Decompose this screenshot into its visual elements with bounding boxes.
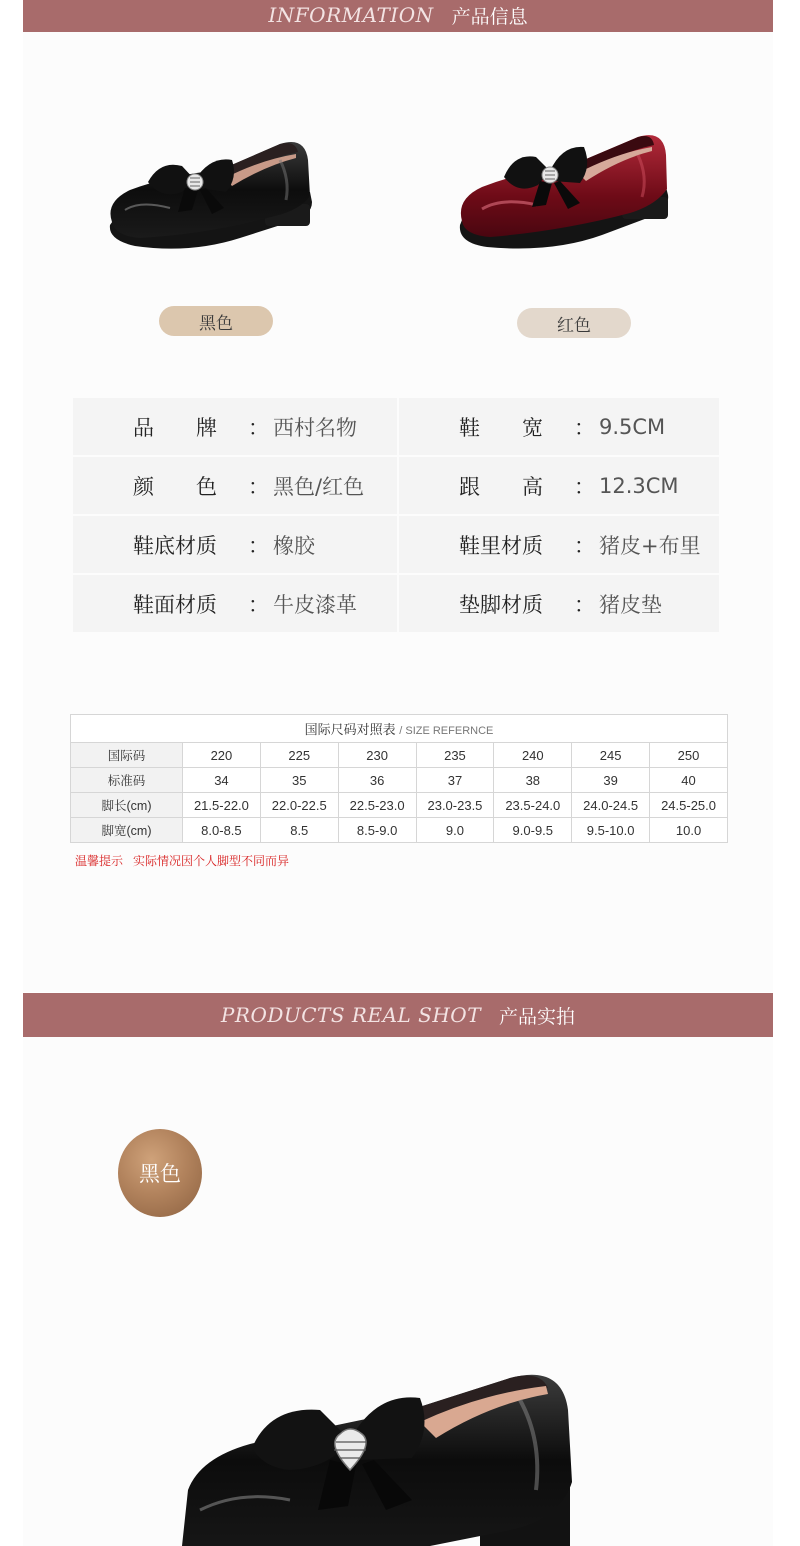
spec-cell-upper-material — [73, 575, 397, 632]
size-row-standard — [71, 768, 728, 793]
size-cell: 23.0-23.5 — [416, 793, 494, 818]
size-cell: 22.0-22.5 — [260, 793, 338, 818]
size-cell: 9.0 — [416, 818, 494, 843]
size-cell: 24.0-24.5 — [572, 793, 650, 818]
size-note-label: 温馨提示 — [75, 854, 124, 868]
spec-label: 鞋面材质 — [133, 592, 217, 617]
size-cell: 39 — [572, 768, 650, 793]
size-cell: 36 — [338, 768, 416, 793]
size-cell: 35 — [260, 768, 338, 793]
spec-separator: ： — [574, 474, 595, 499]
size-chart-title: 国际尺码对照表 — [304, 722, 396, 737]
product-specs-table — [73, 398, 719, 634]
black-shoe-large-image[interactable] — [180, 1370, 580, 1546]
real-shot-header — [23, 993, 773, 1037]
size-cell: 24.5-25.0 — [650, 793, 728, 818]
size-cell: 245 — [572, 743, 650, 768]
size-row-foot-width — [71, 818, 728, 843]
spec-label: 鞋 宽 — [459, 415, 543, 440]
size-chart-table — [70, 714, 728, 843]
size-cell: 40 — [650, 768, 728, 793]
spec-cell-width — [399, 398, 719, 455]
spec-separator: ： — [574, 592, 595, 617]
spec-cell-lining-material — [399, 516, 719, 573]
size-row-head: 脚长(cm) — [71, 793, 183, 818]
size-cell: 9.0-9.5 — [494, 818, 572, 843]
spec-value: 橡胶 — [273, 533, 315, 558]
size-row-foot-length — [71, 793, 728, 818]
size-chart-caption-row — [71, 715, 728, 743]
size-cell: 37 — [416, 768, 494, 793]
size-chart-note — [75, 852, 289, 869]
spec-row — [73, 516, 719, 573]
spec-cell-heel-height — [399, 457, 719, 514]
size-cell: 10.0 — [650, 818, 728, 843]
spec-separator: ： — [248, 533, 269, 558]
spec-cell-sole-material — [73, 516, 397, 573]
spec-value: 西村名物 — [273, 415, 357, 440]
spec-separator: ： — [248, 474, 269, 499]
color-badge-black: 黑色 — [118, 1129, 202, 1217]
color-option-black[interactable]: 黑色 — [159, 306, 273, 336]
red-shoe-image[interactable] — [452, 125, 677, 255]
size-cell: 8.5 — [260, 818, 338, 843]
size-cell: 235 — [416, 743, 494, 768]
spec-row — [73, 457, 719, 514]
size-row-head: 标准码 — [71, 768, 183, 793]
size-note-text: 实际情况因个人脚型不同而异 — [133, 854, 290, 868]
black-shoe-image[interactable] — [100, 130, 325, 255]
size-cell: 9.5-10.0 — [572, 818, 650, 843]
size-cell: 21.5-22.0 — [183, 793, 261, 818]
spec-cell-color — [73, 457, 397, 514]
size-chart-caption — [71, 715, 728, 743]
size-cell: 8.5-9.0 — [338, 818, 416, 843]
information-header — [23, 0, 773, 32]
real-shot-header-en: PRODUCTS REAL SHOT — [220, 1003, 482, 1027]
spec-label: 品 牌 — [133, 415, 217, 440]
size-cell: 225 — [260, 743, 338, 768]
spec-cell-insole-material — [399, 575, 719, 632]
spec-value: 猪皮垫 — [599, 592, 662, 617]
real-shot-header-cn: 产品实拍 — [499, 1005, 576, 1028]
spec-label: 跟 高 — [459, 474, 543, 499]
spec-label: 鞋里材质 — [459, 533, 543, 558]
size-row-international — [71, 743, 728, 768]
size-cell: 34 — [183, 768, 261, 793]
size-cell: 220 — [183, 743, 261, 768]
size-row-head: 国际码 — [71, 743, 183, 768]
size-cell: 38 — [494, 768, 572, 793]
information-header-cn: 产品信息 — [451, 5, 528, 28]
information-header-en: INFORMATION — [268, 3, 434, 27]
spec-label: 颜 色 — [133, 474, 217, 499]
spec-row — [73, 575, 719, 632]
spec-cell-brand — [73, 398, 397, 455]
spec-value: 牛皮漆革 — [273, 592, 357, 617]
spec-value: 12.3CM — [599, 473, 679, 498]
size-cell: 230 — [338, 743, 416, 768]
spec-separator: ： — [574, 533, 595, 558]
spec-label: 垫脚材质 — [459, 592, 543, 617]
spec-row — [73, 398, 719, 455]
size-cell: 8.0-8.5 — [183, 818, 261, 843]
spec-value: 黑色/红色 — [273, 474, 365, 499]
size-cell: 240 — [494, 743, 572, 768]
size-cell: 22.5-23.0 — [338, 793, 416, 818]
color-option-red[interactable]: 红色 — [517, 308, 631, 338]
size-chart-subtitle: / SIZE REFERNCE — [399, 725, 494, 737]
spec-value: 猪皮+布里 — [599, 533, 701, 558]
spec-separator: ： — [248, 415, 269, 440]
spec-separator: ： — [248, 592, 269, 617]
size-cell: 250 — [650, 743, 728, 768]
spec-separator: ： — [574, 415, 595, 440]
size-cell: 23.5-24.0 — [494, 793, 572, 818]
spec-value: 9.5CM — [599, 414, 666, 439]
spec-label: 鞋底材质 — [133, 533, 217, 558]
size-row-head: 脚宽(cm) — [71, 818, 183, 843]
